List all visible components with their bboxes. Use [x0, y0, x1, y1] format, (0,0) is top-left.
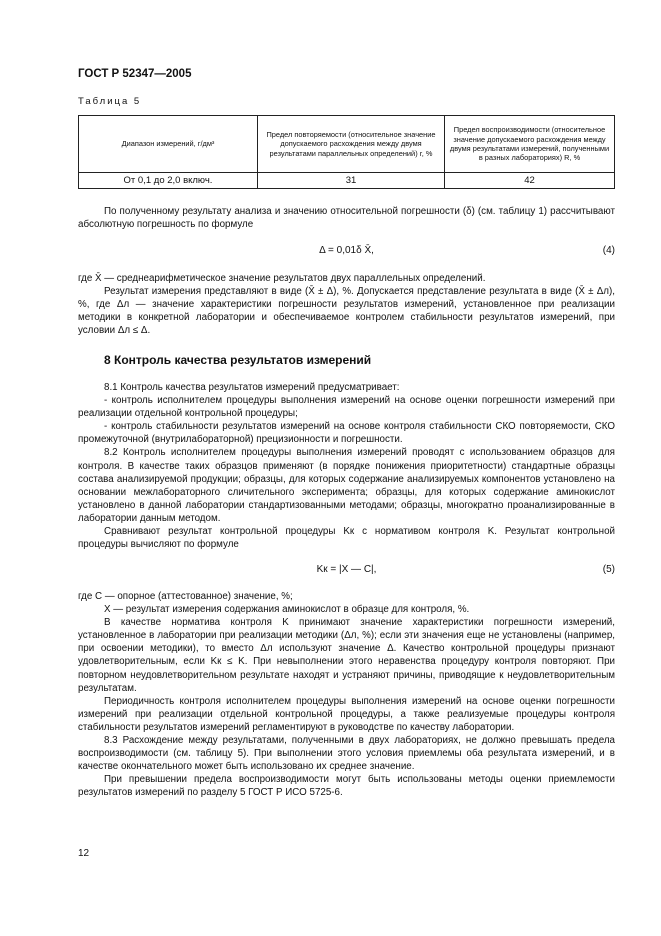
- paragraph: где X̄ — среднеарифметическое значение результатов двух параллельных определений.: [78, 273, 486, 284]
- paragraph: При превышении предела воспроизводимости могут быть использованы методы оценки приемлемости результатов измерений по разделу 5 ГОСТ Р ИСО 5725-6.: [78, 774, 615, 799]
- paragraph: X — результат измерения содержания аминокислот в образце для контроля, %.: [104, 604, 470, 616]
- page-number: 12: [78, 848, 90, 859]
- paragraph: - контроль стабильности результатов измерений на основе контроля стабильности СКО повторяемости, СКО промежуточной (внутрилабораторной) прецизионности и погрешности.: [78, 421, 615, 446]
- table-header-row: [79, 116, 615, 173]
- paragraph: 8.2 Контроль исполнителем процедуры выполнения измерений проводят с использованием образцов для контроля. В качестве таких образцов применяют (в порядке понижения приоритетности) стандартные образцы состава анализируемой продукции; образцы, для которых содержание анализируемых компонентов установлено на основании межлабораторного сличительного эксперимента; образцы, для которых содержание аминокислот установлено в данной лаборатории стандартизованными методами; образцы, многократно проанализированные в лаборатории данным методом.: [78, 447, 615, 524]
- paragraph: Периодичность контроля исполнителем процедуры выполнения измерений на основе оценки погрешности измерений при реализации отдельной контрольной процедуры, а также реализуемые процедуры контроля стабильности результатов измерений регламентируют в руководстве по качеству лаборатории.: [78, 695, 615, 733]
- paragraph: Сравнивают результат контрольной процедуры Kк с нормативом контроля K. Результат контрольной процедуры вычисляют по формуле: [78, 526, 615, 551]
- paragraph: где C — опорное (аттестованное) значение, %;: [78, 591, 293, 602]
- paragraph: Результат измерения представляют в виде (X̄ ± Δ), %. Допускается представление результата в виде (X̄ ± Δл), %, где Δл — значение характеристики погрешности результатов измерений, установленное при реализации методики в конкретной лаборатории и обеспечиваемое контролем стабильности результатов измерений, при условии Δл ≤ Δ.: [78, 286, 615, 337]
- table-row: [79, 173, 615, 189]
- document-header: ГОСТ Р 52347—2005: [78, 68, 192, 80]
- table-header-cell: Предел повторяемости (относительное значение допускаемого расхождения между двумя результатами параллельных определений) r, %: [258, 116, 445, 173]
- formula-number: (5): [602, 564, 615, 575]
- paragraph: В качестве норматива контроля K принимают значение характеристики погрешности измерений, установленное в лаборатории при реализации методики (Δл, %); если эти значения еще не установлены (например, при освоении методики), то вместо Δл используют значение Δ. Качество контрольной процедуры признают удовлетворительным, если Kк ≤ K. При невыполнении этого неравенства процедуру контроля повторяют. При повторном неудовлетворительном результате находят и устраняют причины, приводящие к неудовлетворительным результатам.: [78, 617, 615, 694]
- table-5: [78, 115, 615, 189]
- paragraph: По полученному результату анализа и значению относительной погрешности (δ) (см. таблицу 1) рассчитывают абсолютную погрешность по формуле: [78, 206, 615, 231]
- formula-number: (4): [602, 245, 615, 256]
- table-header-cell: Диапазон измерений, г/дм³: [79, 116, 258, 173]
- table-header-cell: Предел воспроизводимости (относительное значение допускаемого расхождения между двумя результатами измерений, полученными в разных лабораториях) R, %: [445, 116, 615, 173]
- paragraph: - контроль исполнителем процедуры выполнения измерений на основе оценки погрешности измерений при реализации отдельной контрольной процедуры;: [78, 395, 615, 420]
- text-block-4: [78, 590, 615, 800]
- table-caption: Таблица 5: [78, 96, 142, 107]
- table-cell: 31: [258, 173, 445, 189]
- table-cell: От 0,1 до 2,0 включ.: [79, 173, 258, 189]
- paragraph: 8.1 Контроль качества результатов измерений предусматривает:: [104, 382, 400, 393]
- section-title: 8 Контроль качества результатов измерений: [104, 353, 372, 367]
- text-block-1: [78, 205, 615, 231]
- formula-text: Kк = |X — C|,: [316, 564, 377, 575]
- text-block-2: [78, 272, 615, 337]
- text-block-3: [78, 381, 615, 551]
- table-cell: 42: [445, 173, 615, 189]
- formula-text: Δ = 0,01δ X̄,: [319, 245, 374, 256]
- paragraph: 8.3 Расхождение между результатами, полученными в двух лабораториях, не должно превышать предела воспроизводимости (см. таблицу 5). При выполнении этого условия приемлемы оба результата измерений, и в качестве окончательного может быть использовано их среднее значение.: [78, 735, 615, 773]
